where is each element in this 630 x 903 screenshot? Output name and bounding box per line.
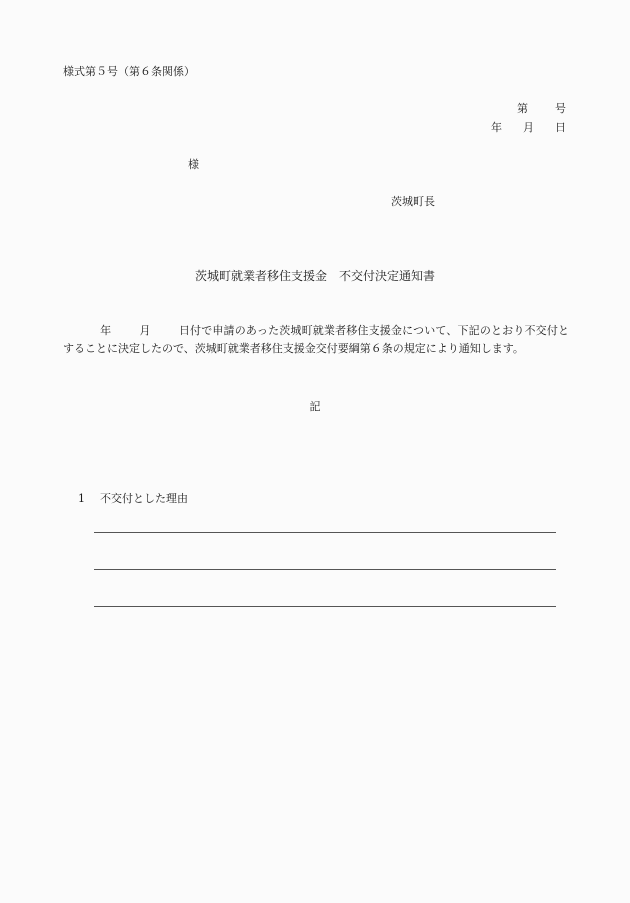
reason-item — [78, 492, 188, 506]
body-month: 月 — [139, 324, 151, 337]
body-year: 年 — [100, 324, 112, 337]
number-prefix: 第 — [517, 102, 528, 115]
item-label: 不交付とした理由 — [100, 492, 188, 505]
body-text: 日付で申請のあった茨城町就業者移住支援金について、下記のとおり不交付とすることに決定したので、茨城町就業者移住支援金交付要綱第６条の規定により通知します。 — [63, 324, 570, 355]
document-number — [517, 102, 566, 116]
document-title: 茨城町就業者移住支援金 不交付決定通知書 — [194, 269, 435, 283]
ki-heading: 記 — [309, 400, 321, 413]
addressee: 様 — [188, 158, 199, 171]
reason-blank-line-3[interactable] — [94, 606, 556, 607]
date-year: 年 — [491, 121, 502, 134]
sender: 茨城町長 — [391, 195, 435, 208]
reason-blank-line-2[interactable] — [94, 569, 556, 570]
date-month: 月 — [523, 121, 534, 134]
body-paragraph — [63, 322, 569, 358]
date-day: 日 — [555, 121, 566, 134]
item-number: 1 — [78, 492, 85, 505]
reason-blank-line-1[interactable] — [94, 532, 556, 533]
number-suffix: 号 — [555, 102, 566, 115]
form-label: 様式第５号（第６条関係） — [63, 65, 195, 78]
issue-date — [491, 121, 566, 135]
